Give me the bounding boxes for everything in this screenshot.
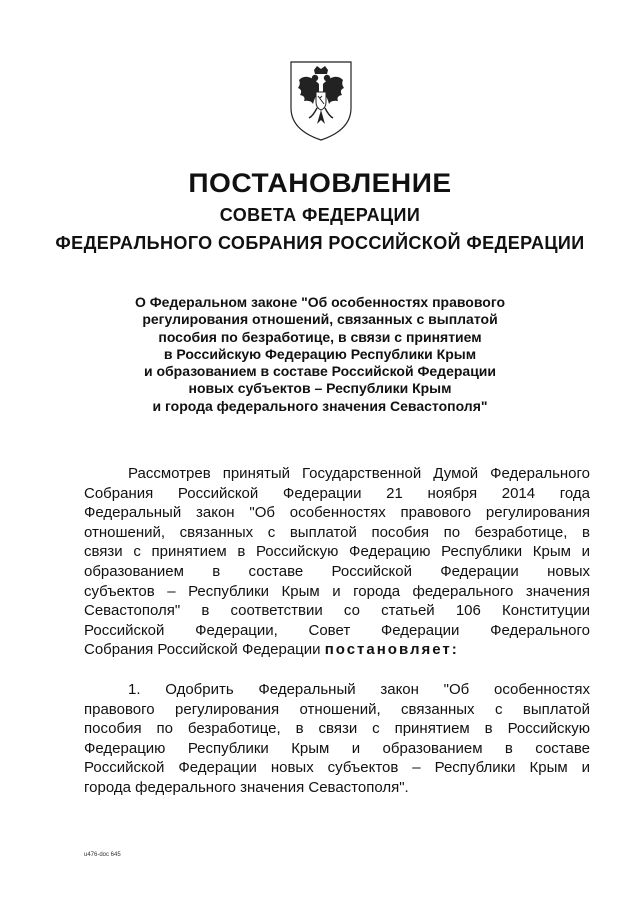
footer-document-code: u476-doc 645	[84, 852, 121, 858]
body-paragraph-1	[84, 464, 590, 660]
body-line: Собрания Российской Федерации 21 ноября 2014 года	[84, 484, 590, 502]
document-subtitle-line1: СОВЕТА ФЕДЕРАЦИИ	[219, 205, 421, 225]
document-subtitle-line2: ФЕДЕРАЛЬНОГО СОБРАНИЯ РОССИЙСКОЙ ФЕДЕРАЦИИ	[55, 233, 585, 253]
decree-word: постановляет:	[324, 641, 459, 659]
body-line: Российской Федерации, Совет Федерации Федерального	[84, 621, 590, 639]
subject-line: пособия по безработице, в связи с принятием	[158, 328, 482, 345]
body-line: Рассмотрев принятый Государственной Думой Федерального	[128, 465, 590, 482]
subject-heading	[60, 294, 580, 415]
body-paragraph-2	[84, 680, 590, 798]
coat-of-arms-emblem	[287, 58, 355, 142]
document-title: ПОСТАНОВЛЕНИЕ	[188, 168, 452, 198]
body-line: образованием в составе Российской Федерации новых	[84, 562, 590, 580]
body-line: 1. Одобрить Федеральный закон "Об особенностях	[128, 681, 590, 698]
body-line: связи с принятием в Российскую Федерацию Республики Крым и	[84, 543, 590, 561]
body-line: Севастополя" в соответствии со статьей 106 Конституции	[84, 602, 590, 620]
body-line: Российской Федерации новых субъектов – Республики Крым и	[84, 759, 590, 777]
body-line: Федерацию Республики Крым и образованием в составе	[84, 739, 590, 757]
body-line: пособия по безработице, в связи с принятием в Российскую	[84, 720, 590, 738]
subject-line: и образованием в составе Российской Федерации	[143, 363, 497, 380]
body-line: правового регулирования отношений, связанных с выплатой	[84, 700, 590, 718]
body-line: Собрания Российской Федерации	[84, 641, 321, 659]
body-line: Федеральный закон "Об особенностях правового регулирования	[84, 504, 590, 522]
subject-line: регулирования отношений, связанных с выплатой	[142, 311, 498, 328]
subject-line: и города федерального значения Севастополя"	[152, 397, 488, 414]
subject-line: новых субъектов – Республики Крым	[188, 380, 452, 397]
subject-line: О Федеральном законе "Об особенностях правового	[134, 294, 506, 310]
body-line: отношений, связанных с выплатой пособия по безработице, в	[84, 523, 590, 541]
body-line: субъектов – Республики Крым и города федерального значения	[84, 582, 590, 600]
body-line: города федерального значения Севастополя".	[84, 778, 409, 796]
body-line-final	[84, 640, 590, 660]
subject-line: в Российскую Федерацию Республики Крым	[163, 345, 477, 362]
